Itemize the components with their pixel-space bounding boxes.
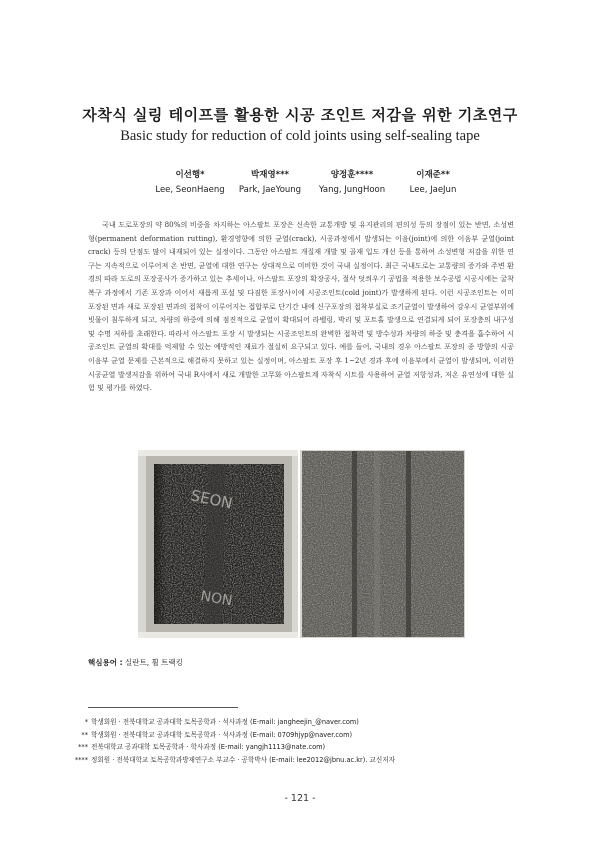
keywords-label: 핵심용어 : xyxy=(88,658,123,667)
author-name-english: Lee, JaeJun xyxy=(409,185,457,195)
footnote-4 xyxy=(66,754,395,767)
specimen-photo xyxy=(138,450,465,638)
author-name-korean: 박재영*** xyxy=(251,170,289,180)
footnote-2 xyxy=(66,729,395,742)
tray-specimen xyxy=(138,450,298,638)
footnote-text: 전북대학교 공과대학 토목공학과 · 학사과정 (E-mail: yangjh1113@nate.com) xyxy=(91,743,326,752)
author-name-korean: 양정훈**** xyxy=(330,170,374,180)
page-number: - 121 - xyxy=(284,793,316,804)
author-name-english: Yang, JungHoon xyxy=(318,185,386,195)
tray-marking-text: SEON xyxy=(189,486,235,513)
footnote-text: 학생회원 · 전북대학교 공과대학 토목공학과 · 석사과정 (E-mail: jangheejin_@naver.com) xyxy=(91,718,359,726)
author-1 xyxy=(150,168,230,198)
footnote-text: 정회원 · 전북대학교 토목공학과방재연구소 부교수 · 공학박사 (E-mail: lee2012@jbnu.ac.kr). 교신저자 xyxy=(91,755,395,764)
keywords-text: 실란트, 휠 트랙킹 xyxy=(124,658,183,667)
paper-title-korean: 자착식 실링 테이프를 활용한 시공 조인트 저감을 위한 기초연구 xyxy=(82,106,518,124)
footnote-mark: * xyxy=(84,718,88,726)
abstract-body: 국내 도로포장의 약 80%의 비중을 차지하는 아스팔트 포장은 신속한 교통개방 및 유지관리의 편의성 등의 장점이 있는 반면, 소성변형(permanent deformation rutting), 환경영향에 의한 균열(crack), 시공과정에서 발생되는 이음(joint)에 의한 이음부 균열(joint crack) 등의 단점도 많이 내재되어 있는 실정이다. 그동안 아스팔트 개질재 개발 및 골재 입도 개선 등을 통하여 소성변형 저감을 위한 연구는 지속적으로 이루어져 온 반면, 균열에 대한 연구는 상대적으로 미비한 것이 국내 실정이다. 최근 국내도로는 교통량의 증가와 주변 환경의 따라 도로의 포장공사가 증가하고 있는 추세이나, 아스팔트 포장의 확장공사, 절삭 덧씌우기 공법을 적용한 보수공법 시공시에는 굴착 복구 과정에서 기존 포장과 이어서 새롭게 포설 및 다짐한 포장사이에 시공조인트(cold joint)가 발생하게 된다. 이런 시공조인트는 이미 포장된 면과 새로 포장된 면과의 접착이 이루어지는 접합부로 단기간 내에 신구포장의 접착부실로 조기균열이 발생하여 강우시 균열부위에 빗물이 침투하게 되고, 차량의 하중에 의해 점진적으로 균열이 확대되어 라벨링, 박리 및 포트홀 발생으로 연결되게 되어 포장층의 내구성 및 수명 저하를 초래한다. 따라서 아스팔트 포장 시 발생되는 시공조인트의 완벽한 접착력 및 방수성과 차량의 하중 및 충격을 흡수하여 시공조인트 균열의 확대를 억제할 수 있는 예방적인 재료가 절실히 요구되고 있다. 예를 들어, 국내의 경우 아스팔트 포장의 종 방향의 시공 이음부 균열 문제를 근본적으로 해결하지 못하고 있는 실정이며, 아스팔트 포장 후 1~2년 경과 후에 이음부에서 균열이 발생되며, 이러한 시공균열 발생저감을 위하여 국내 R사에서 새로 개발한 고무화 아스팔트계 자착식 시트를 사용하여 균열 저항성과, 저온 유연성에 대한 실험 및 평가를 하였다. xyxy=(88,220,514,393)
paper-title-english: Basic study for reduction of cold joints using self-sealing tape xyxy=(120,128,480,144)
footnote-mark: *** xyxy=(78,743,88,752)
footnotes xyxy=(66,716,395,766)
footnote-text: 학생회원 · 전북대학교 공과대학 토목공학과 · 석사과정 (E-mail: 0709hjyp@naver.com) xyxy=(91,730,353,739)
footnote-1 xyxy=(66,716,395,729)
tray-marking-text-2: NON xyxy=(199,588,234,610)
author-name-english: Park, JaeYoung xyxy=(238,185,302,195)
author-2 xyxy=(230,168,310,198)
author-4 xyxy=(396,168,470,198)
footnote-divider xyxy=(88,707,238,708)
author-name-korean: 이선행* xyxy=(175,170,205,180)
author-name-korean: 이재준** xyxy=(416,170,450,180)
footnote-mark: **** xyxy=(74,755,88,764)
keywords xyxy=(88,657,183,668)
author-name-english: Lee, SeonHaeng xyxy=(155,185,225,195)
footnote-3 xyxy=(66,741,395,754)
footnote-mark: ** xyxy=(81,730,88,739)
author-3 xyxy=(310,168,394,198)
slab-specimens xyxy=(301,450,465,638)
